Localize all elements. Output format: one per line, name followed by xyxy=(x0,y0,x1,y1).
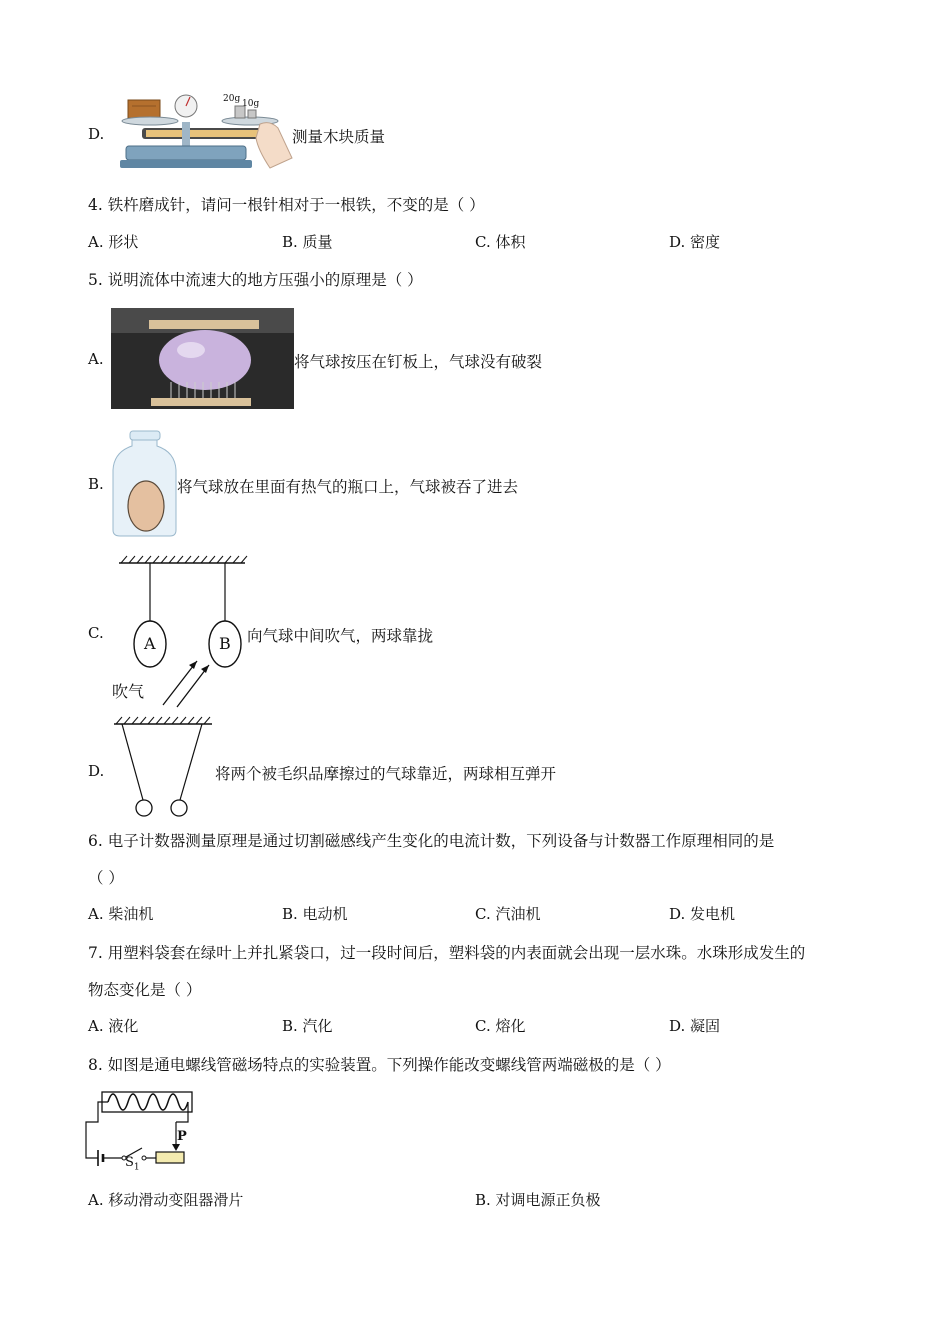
q7-stem-line1: 7. 用塑料袋套在绿叶上并扎紧袋口，过一段时间后，塑料袋的内表面就会出现一层水珠。水珠形成发生的 xyxy=(88,944,806,962)
q8-option-b: B. 对调电源正负极 xyxy=(475,1191,601,1209)
q5-a-text: 将气球按压在钉板上，气球没有破裂 xyxy=(294,353,543,371)
balloon-b-label: B xyxy=(219,634,231,653)
q4-option-b: B. 质量 xyxy=(282,233,333,251)
q5-c-text: 向气球中间吹气，两球靠拢 xyxy=(247,627,434,645)
q5-d-letter: D. xyxy=(88,762,105,780)
q5-stem: 5. 说明流体中流速大的地方压强小的原理是（ ） xyxy=(88,271,423,289)
balance-image xyxy=(120,94,295,174)
q7-option-d: D. 凝固 xyxy=(669,1017,721,1035)
weight-20g-label: 20g xyxy=(223,94,241,104)
jar-with-balloon-image xyxy=(110,430,178,538)
blow-label: 吹气 xyxy=(112,682,145,701)
q3-d-text: 测量木块质量 xyxy=(292,128,386,146)
q8-stem: 8. 如图是通电螺线管磁场特点的实验装置。下列操作能改变螺线管两端磁极的是（ ） xyxy=(88,1056,671,1074)
switch-s-letter: S xyxy=(125,1155,134,1170)
q7-option-c: C. 熔化 xyxy=(475,1017,526,1035)
q6-stem-line1: 6. 电子计数器测量原理是通过切割磁感线产生变化的电流计数，下列设备与计数器工作原理相同的是 xyxy=(88,832,775,850)
q3-d-letter: D. xyxy=(88,125,105,143)
switch-s-subscript: 1 xyxy=(133,1162,140,1173)
q5-b-letter: B. xyxy=(88,475,104,493)
q4-option-a: A. 形状 xyxy=(88,233,139,251)
q8-option-a: A. 移动滑动变阻器滑片 xyxy=(88,1191,244,1209)
repelling-balloons-diagram xyxy=(112,716,217,821)
q6-option-b: B. 电动机 xyxy=(282,905,348,923)
q4-option-d: D. 密度 xyxy=(669,233,721,251)
q7-stem-line2: 物态变化是（ ） xyxy=(88,981,202,999)
q6-stem-line2: （ ） xyxy=(88,869,124,887)
q6-option-a: A. 柴油机 xyxy=(88,905,154,923)
q6-option-c: C. 汽油机 xyxy=(475,905,541,923)
balloon-nail-board-photo xyxy=(111,308,294,409)
balloon-a-label: A xyxy=(144,634,156,653)
weight-10g-label: 10g xyxy=(242,99,260,109)
q5-b-text: 将气球放在里面有热气的瓶口上，气球被吞了进去 xyxy=(177,478,519,496)
q5-c-letter: C. xyxy=(88,624,104,642)
q4-option-c: C. 体积 xyxy=(475,233,526,251)
q7-option-b: B. 汽化 xyxy=(282,1017,333,1035)
q5-a-letter: A. xyxy=(88,350,104,368)
q5-d-text: 将两个被毛织品摩擦过的气球靠近，两球相互弹开 xyxy=(215,765,557,783)
q7-option-a: A. 液化 xyxy=(88,1017,139,1035)
q6-option-d: D. 发电机 xyxy=(669,905,736,923)
switch-s1-label xyxy=(125,1155,140,1173)
slider-p-label: P xyxy=(177,1129,187,1144)
q4-stem: 4. 铁杵磨成针，请问一根针相对于一根铁，不变的是（ ） xyxy=(88,196,485,214)
